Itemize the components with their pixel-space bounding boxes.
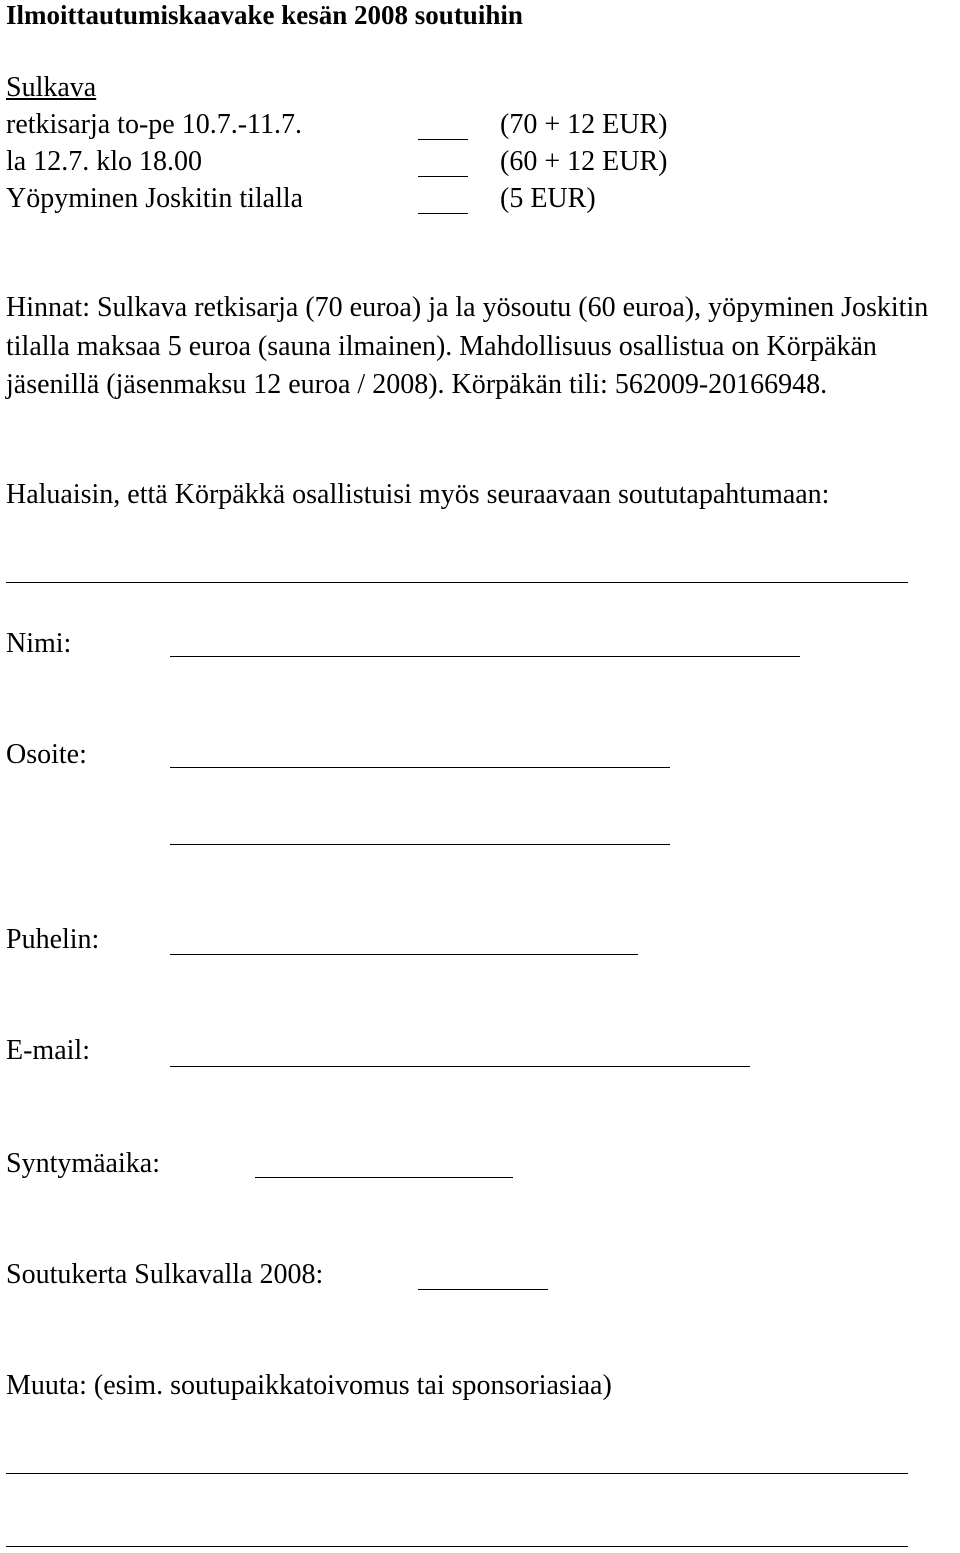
email-label: E-mail: xyxy=(6,1035,90,1066)
option-label-yopyminen: Yöpyminen Joskitin tilalla xyxy=(6,183,304,214)
option-price-yosoutu: (60 + 12 EUR) xyxy=(500,146,668,177)
event-wish-label: Haluaisin, että Körpäkkä osallistuisi myös seuraavaan soututapahtumaan: xyxy=(6,479,830,510)
birthdate-label: Syntymäaika: xyxy=(6,1148,160,1179)
option-price-retkisarja: (70 + 12 EUR) xyxy=(500,109,668,140)
option-label-yosoutu: la 12.7. klo 18.00 xyxy=(6,146,202,177)
phone-label: Puhelin: xyxy=(6,924,100,955)
option-checkbox-line-yopyminen[interactable] xyxy=(418,213,468,214)
event-wish-input-line[interactable] xyxy=(6,582,908,583)
email-input-line[interactable] xyxy=(170,1066,750,1067)
option-price-yopyminen: (5 EUR) xyxy=(500,183,596,214)
form-title: Ilmoittautumiskaavake kesän 2008 soutuihin xyxy=(6,0,523,30)
address-label: Osoite: xyxy=(6,739,87,770)
other-input-line-2[interactable] xyxy=(6,1546,908,1547)
birthdate-input-line[interactable] xyxy=(255,1177,513,1178)
other-label: Muuta: (esim. soutupaikkatoivomus tai sponsoriasiaa) xyxy=(6,1370,612,1401)
rowing-count-label: Soutukerta Sulkavalla 2008: xyxy=(6,1259,324,1290)
option-checkbox-line-retkisarja[interactable] xyxy=(418,139,468,140)
other-input-line-1[interactable] xyxy=(6,1473,908,1474)
location-heading: Sulkava xyxy=(6,72,97,103)
name-input-line[interactable] xyxy=(170,656,800,657)
option-label-retkisarja: retkisarja to-pe 10.7.-11.7. xyxy=(6,109,302,140)
address-input-line-1[interactable] xyxy=(170,767,670,768)
address-input-line-2[interactable] xyxy=(170,844,670,845)
phone-input-line[interactable] xyxy=(170,954,638,955)
price-info-paragraph: Hinnat: Sulkava retkisarja (70 euroa) ja la yösoutu (60 euroa), yöpyminen Joskitin tilalla maksaa 5 euroa (sauna ilmainen). Mahdollisuus osallistua on Körpäkän jäsenillä (jäsenmaksu 12 euroa / 2008). Körpäkän tili: 562009-20166948. xyxy=(6,292,929,400)
name-label: Nimi: xyxy=(6,628,72,659)
rowing-count-input-line[interactable] xyxy=(418,1289,548,1290)
option-checkbox-line-yosoutu[interactable] xyxy=(418,176,468,177)
